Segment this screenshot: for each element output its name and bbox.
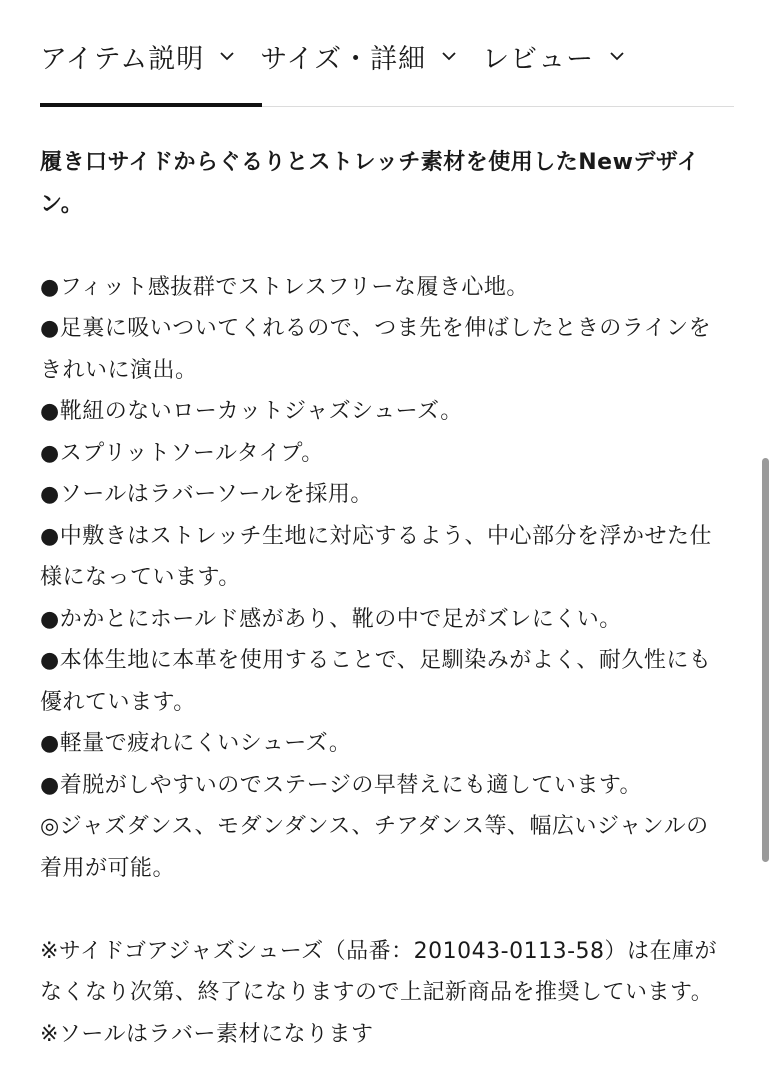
chevron-down-icon [218, 47, 236, 65]
tab-item-description[interactable] [40, 28, 236, 84]
feature-line: ●軽量で疲れにくいシューズ。 [40, 731, 352, 756]
description-note: ※サイドゴアジャズシューズ（品番：201043-0113-58）は在庫がなくなり次第、終了になりますので上記新商品を推奨しています。※ソールはラバー素材になります [40, 938, 717, 1047]
chevron-down-icon [608, 47, 626, 65]
spacer [40, 889, 730, 931]
active-tab-indicator [40, 103, 262, 107]
description-headline: 履き口サイドからぐるりとストレッチ素材を使用したNewデザイン。 [40, 150, 700, 217]
feature-line: ◎ジャズダンス、モダンダンス、チアダンス等、幅広いジャンルの着用が可能。 [40, 814, 709, 881]
item-description [40, 142, 730, 1055]
tab-reviews[interactable] [482, 28, 626, 84]
feature-line: ●中敷きはストレッチ生地に対応するよう、中心部分を浮かせた仕様になっています。 [40, 523, 712, 590]
tab-bar [40, 28, 734, 108]
tab-size-details[interactable] [260, 28, 458, 84]
feature-line: ●本体生地に本革を使用することで、足馴染みがよく、耐久性にも優れています。 [40, 648, 712, 715]
feature-line: ●着脱がしやすいのでステージの早替えにも適しています。 [40, 772, 643, 798]
feature-line: ●フィット感抜群でストレスフリーな履き心地。 [40, 274, 529, 300]
tab-label: レビュー [482, 43, 595, 75]
spacer [40, 225, 730, 267]
chevron-down-icon [440, 47, 458, 65]
feature-line: ●かかとにホールド感があり、靴の中で足がズレにくい。 [40, 606, 622, 632]
feature-line: ●ソールはラバーソールを採用。 [40, 482, 373, 507]
scrollbar-thumb[interactable] [762, 458, 769, 862]
feature-line: ●スプリットソールタイプ。 [40, 440, 324, 466]
tab-label: サイズ・詳細 [260, 43, 427, 75]
tab-label: アイテム説明 [40, 43, 205, 75]
feature-line: ●靴紐のないローカットジャズシューズ。 [40, 399, 463, 424]
feature-line: ●足裏に吸いついてくれるので、つま先を伸ばしたときのラインをきれいに演出。 [40, 316, 712, 383]
